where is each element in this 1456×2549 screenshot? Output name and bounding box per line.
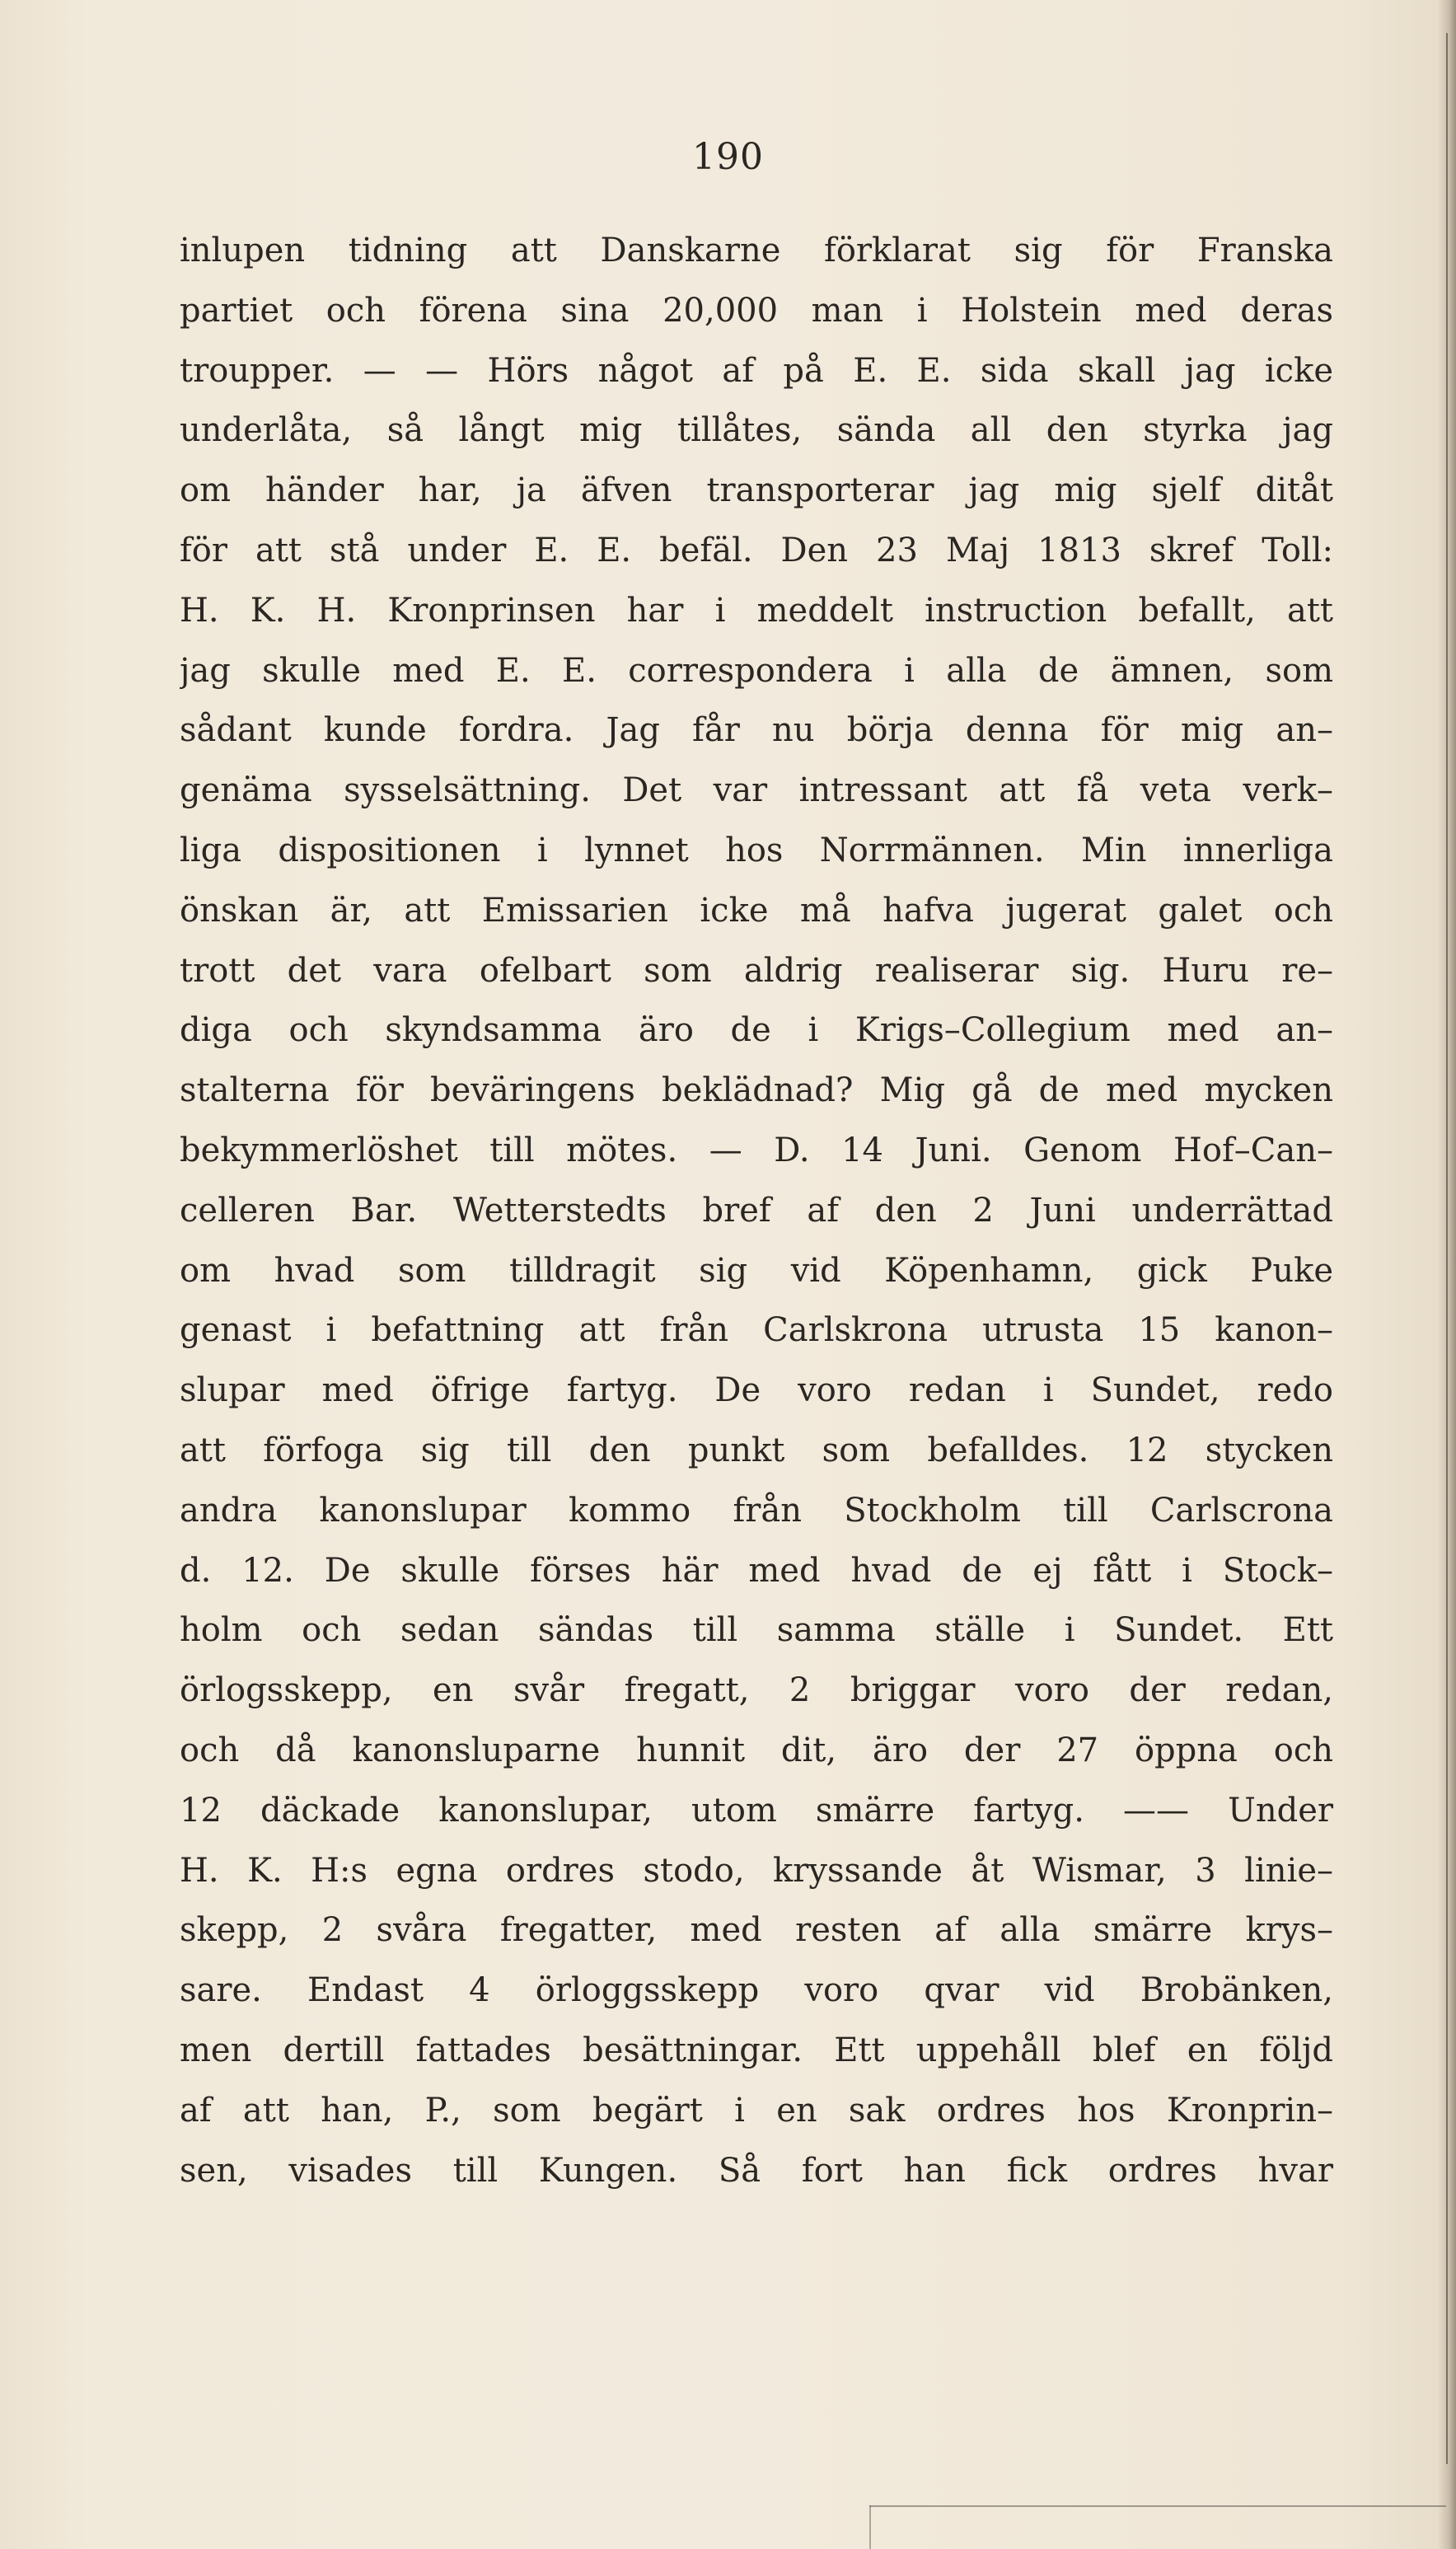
text-line-27: 12 däckade kanonslupar, utom smärre fartyg. —— Under bbox=[180, 1791, 1333, 1830]
text-line-8: jag skulle med E. E. correspondera i alla de ämnen, som bbox=[180, 651, 1333, 690]
text-line-3: troupper. — — Hörs något af på E. E. sida skall jag icke bbox=[180, 351, 1333, 390]
text-line-2: partiet och förena sina 20,000 man i Holstein med deras bbox=[180, 291, 1333, 330]
text-line-16: bekymmerlöshet till mötes. — D. 14 Juni. Genom Hof–Can– bbox=[180, 1131, 1333, 1169]
text-line-10: genäma sysselsättning. Det var intressant att få veta verk– bbox=[180, 771, 1333, 810]
text-line-7: H. K. H. Kronprinsen har i meddelt instruction befallt, att bbox=[180, 591, 1333, 630]
text-line-22: andra kanonslupar kommo från Stockholm till Carlscrona bbox=[180, 1491, 1333, 1530]
text-line-18: om hvad som tilldragit sig vid Köpenhamn, gick Puke bbox=[180, 1251, 1333, 1290]
text-line-14: diga och skyndsamma äro de i Krigs–Collegium med an– bbox=[180, 1011, 1333, 1050]
text-line-21: att förfoga sig till den punkt som befalldes. 12 stycken bbox=[180, 1431, 1333, 1469]
text-line-32: af att han, P., som begärt i en sak ordres hos Kronprin– bbox=[180, 2091, 1333, 2130]
text-line-24: holm och sedan sändas till samma ställe i Sundet. Ett bbox=[180, 1611, 1333, 1650]
text-line-26: och då kanonsluparne hunnit dit, äro der 27 öppna och bbox=[180, 1731, 1333, 1769]
bottom-rule bbox=[869, 2505, 1446, 2507]
text-line-1: inlupen tidning att Danskarne förklarat sig för Franska bbox=[180, 232, 1333, 269]
text-line-28: H. K. H:s egna ordres stodo, kryssande åt Wismar, 3 linie– bbox=[180, 1851, 1333, 1890]
text-line-9: sådant kunde fordra. Jag får nu börja denna för mig an– bbox=[180, 711, 1333, 750]
text-line-19: genast i befattning att från Carlskrona utrusta 15 kanon– bbox=[180, 1311, 1333, 1350]
text-line-31: men dertill fattades besättningar. Ett uppehåll blef en följd bbox=[180, 2031, 1333, 2069]
text-line-33: sen, visades till Kungen. Så fort han fick ordres hvar bbox=[180, 2151, 1333, 2190]
page-edge-line bbox=[1446, 33, 1448, 2464]
text-line-30: sare. Endast 4 örloggsskepp voro qvar vid Brobänken, bbox=[180, 1971, 1333, 2010]
bottom-rule-corner bbox=[869, 2505, 871, 2549]
text-line-5: om händer har, ja äfven transporterar jag mig sjelf ditåt bbox=[180, 471, 1333, 510]
text-line-12: önskan är, att Emissarien icke må hafva jugerat galet och bbox=[180, 891, 1333, 930]
text-line-11: liga dispositionen i lynnet hos Norrmännen. Min innerliga bbox=[180, 831, 1333, 869]
text-line-29: skepp, 2 svåra fregatter, med resten af alla smärre krys– bbox=[180, 1911, 1333, 1950]
text-line-25: örlogsskepp, en svår fregatt, 2 briggar voro der redan, bbox=[180, 1671, 1333, 1710]
text-line-13: trott det vara ofelbart som aldrig realiserar sig. Huru re– bbox=[180, 951, 1333, 990]
text-line-23: d. 12. De skulle förses här med hvad de ej fått i Stock– bbox=[180, 1551, 1333, 1590]
text-line-15: stalterna för beväringens beklädnad? Mig gå de med mycken bbox=[180, 1071, 1333, 1110]
text-line-17: celleren Bar. Wetterstedts bref af den 2 Juni underrättad bbox=[180, 1191, 1333, 1230]
page-number: 190 bbox=[692, 136, 764, 178]
text-line-4: underlåta, så långt mig tillåtes, sända all den styrka jag bbox=[180, 411, 1333, 450]
text-line-6: för att stå under E. E. befäl. Den 23 Maj 1813 skref Toll: bbox=[180, 531, 1333, 569]
text-line-20: slupar med öfrige fartyg. De voro redan i Sundet, redo bbox=[180, 1371, 1333, 1410]
body-text bbox=[180, 221, 1333, 2200]
